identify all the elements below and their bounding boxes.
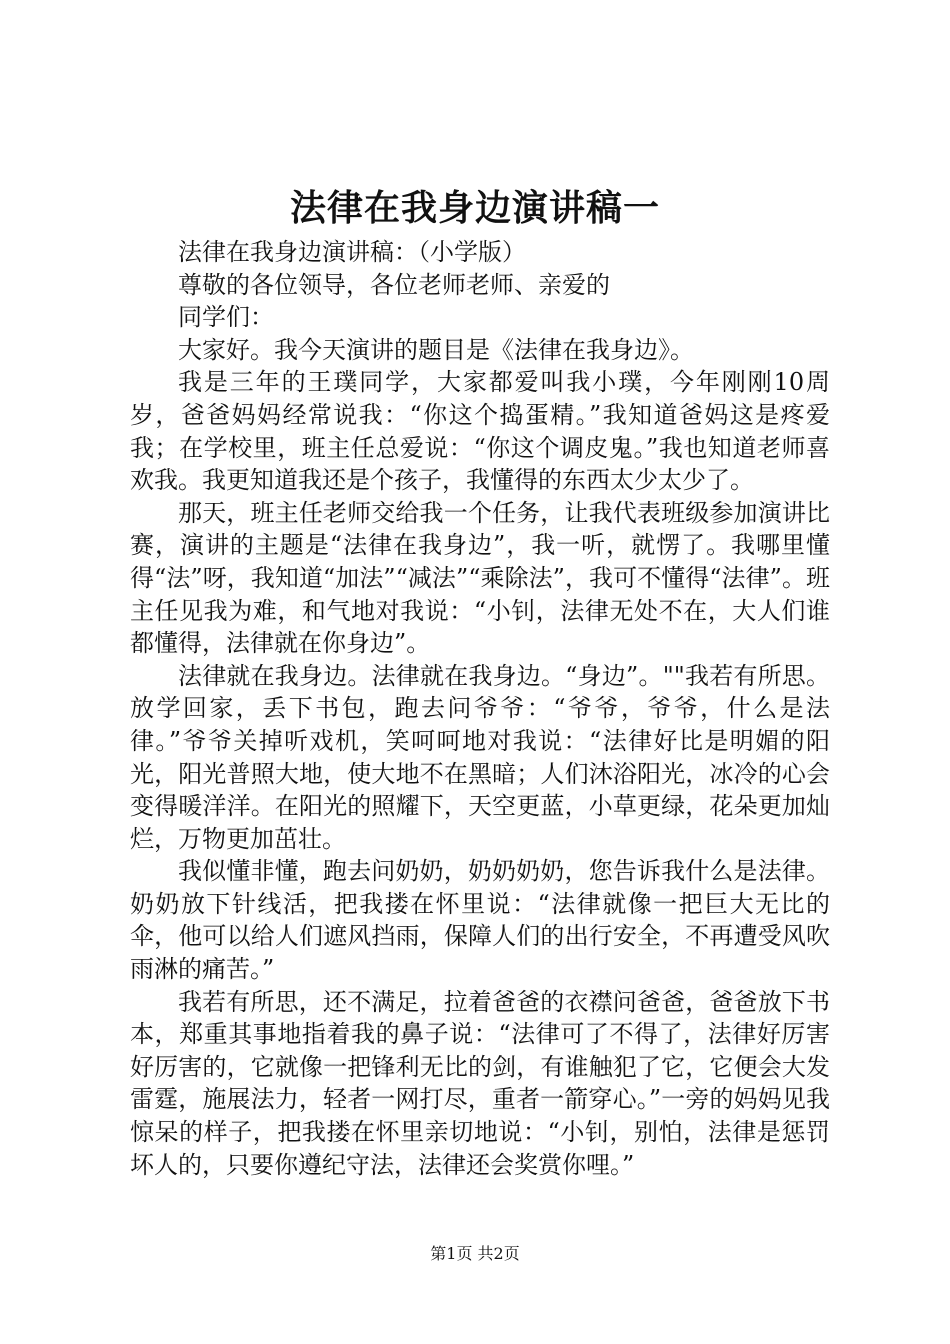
paragraph-grandpa: 法律就在我身边。法律就在我身边。“身边”。""我若有所思。放学回家，丢下书包，跑去问爷爷：“爷爷，爷爷，什么是法律。”爷爷关掉听戏机，笑呵呵地对我说：“法律好比是明媚的阳光，阳光普照大地，使大地不在黑暗；人们沐浴阳光，冰冷的心会变得暖洋洋。在阳光的照耀下，天空更蓝，小草更绿，花朵更加灿烂，万物更加茁壮。 xyxy=(130,661,830,853)
paragraph-salutation: 尊敬的各位领导，各位老师老师、亲爱的 xyxy=(178,270,610,299)
paragraph-father-mother: 我若有所思，还不满足，拉着爸爸的衣襟问爸爸，爸爸放下书本，郑重其事地指着我的鼻子说：“法律可了不得了，法律好厉害好厉害的，它就像一把锋利无比的剑，有谁触犯了它，它便会大发雷霆，施展法力，轻者一网打尽，重者一箭穿心。”一旁的妈妈见我惊呆的样子，把我搂在怀里亲切地说：“小钊，别怕，法律是惩罚坏人的，只要你遵纪守法，法律还会奖赏你哩。” xyxy=(130,987,830,1179)
paragraph-introduction: 我是三年的王璞同学，大家都爱叫我小璞，今年刚刚10周岁，爸爸妈妈经常说我：“你这个捣蛋精。”我知道爸妈这是疼爱我；在学校里，班主任总爱说：“你这个调皮鬼。”我也知道老师喜欢我。我更知道我还是个孩子，我懂得的东西太少太少了。 xyxy=(130,368,830,495)
document-title: 法律在我身边演讲稿一 xyxy=(289,187,660,229)
document-body xyxy=(130,236,830,1181)
paragraph-heading-line: 法律在我身边演讲稿：（小学版） xyxy=(178,238,526,266)
paragraph-task: 那天，班主任老师交给我一个任务，让我代表班级参加演讲比赛，演讲的主题是“法律在我身边”，我一听，就愣了。我哪里懂得“法”呀，我知道“加法”“减法”“乘除法”，我可不懂得“法律”。班主任见我为难，和气地对我说：“小钊，法律无处不在，大人们谁都懂得，法律就在你身边”。 xyxy=(130,498,830,658)
paragraph-salutation-continued: 同学们： xyxy=(178,303,274,332)
page-footer: 第1页 共2页 xyxy=(430,1244,520,1263)
paragraph-grandma: 我似懂非懂，跑去问奶奶，奶奶奶奶，您告诉我什么是法律。奶奶放下针线活，把我搂在怀里说：“法律就像一把巨大无比的伞，他可以给人们遮风挡雨，保障人们的出行安全，不再遭受风吹雨淋的痛苦。” xyxy=(130,857,830,984)
paragraph-greeting: 大家好。我今天演讲的题目是《法律在我身边》。 xyxy=(178,335,694,364)
